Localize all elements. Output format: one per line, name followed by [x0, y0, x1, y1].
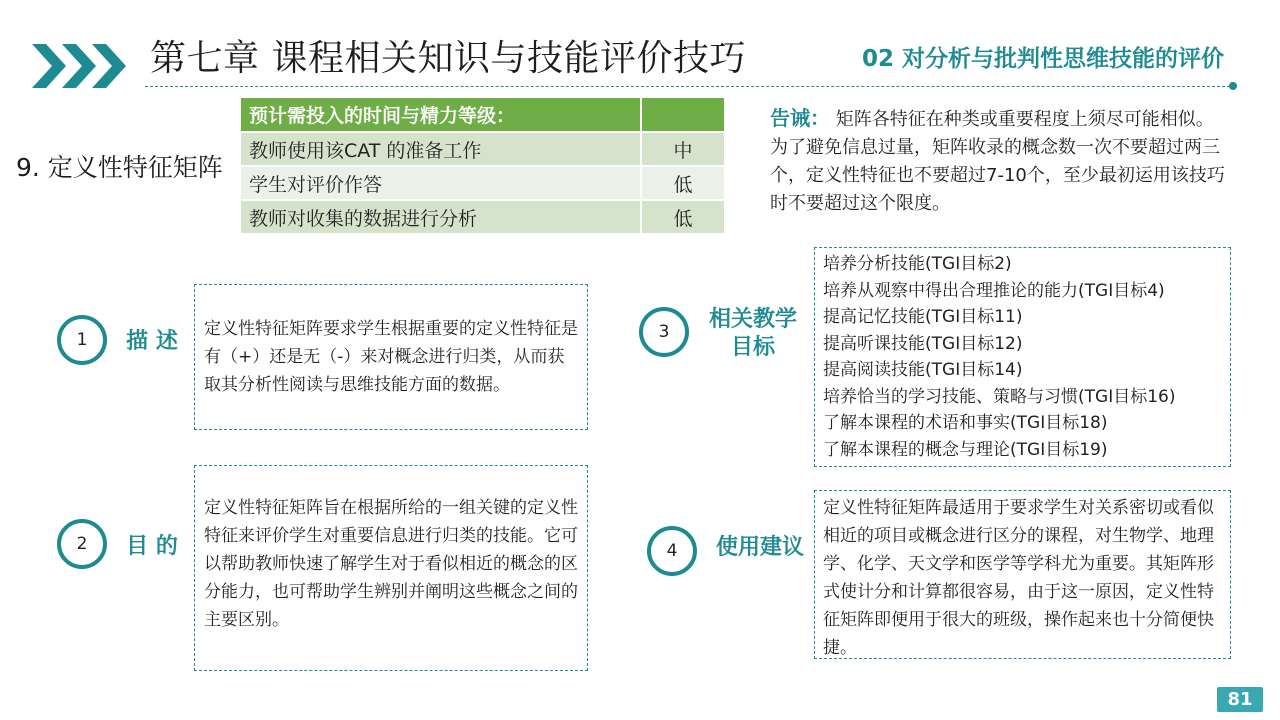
purpose-box: 定义性特征矩阵旨在根据所给的一组关键的定义性特征来评价学生对重要信息进行归类的技能。它可以帮助教师快速了解学生对于看似相近的概念的区分能力，也可帮助学生辨别并阐明这些概念之间的主要区别。: [194, 465, 588, 671]
suggestions-box: 定义性特征矩阵最适用于要求学生对关系密切或看似相近的项目或概念进行区分的课程，对生物学、地理学、化学、天文学和医学等学科尤为重要。其矩阵形式使计分和计算都很容易，由于这一原因，定义性特征矩阵即便用于很大的班级，操作起来也十分简便快捷。: [814, 490, 1231, 659]
section-heading-purpose: 目 的: [126, 534, 178, 559]
effort-table-header-row: [240, 97, 725, 132]
effort-table: [239, 96, 726, 235]
section-heading-goals: [698, 306, 808, 362]
section-number-2: 2: [57, 519, 107, 569]
list-item: 了解本课程的术语和事实(TGI目标18): [823, 413, 1108, 433]
list-item: 提高记忆技能(TGI目标11): [823, 307, 1023, 327]
list-item: 培养从观察中得出合理推论的能力(TGI目标4): [823, 280, 1165, 301]
table-row: [240, 132, 725, 166]
warning-note: [770, 104, 1225, 218]
warning-text: 矩阵各特征在种类或重要程度上须尽可能相似。为了避免信息过量，矩阵收录的概念数一次不要超过两三个，定义性特征也不要超过7-10个，至少最初运用该技巧时不要超过这个限度。: [770, 109, 1225, 214]
section-heading-description: 描 述: [126, 329, 178, 354]
header-divider-dot: [1229, 82, 1237, 90]
table-cell-level: 低: [641, 200, 725, 234]
section-number-3: 3: [639, 307, 689, 357]
chevron-arrows-icon: [32, 42, 128, 90]
effort-table-header: 预计需投入的时间与精力等级：: [240, 97, 641, 132]
goals-box: [814, 247, 1231, 467]
goals-heading-line1: 相关教学: [708, 307, 797, 332]
table-cell-level: 中: [641, 132, 725, 166]
table-cell-label: 教师对收集的数据进行分析: [240, 200, 641, 234]
effort-table-header-empty: [641, 97, 725, 132]
table-cell-label: 学生对评价作答: [240, 166, 641, 200]
warning-label: 告诫：: [770, 106, 830, 130]
page-subtitle: 02 对分析与批判性思维技能的评价: [861, 46, 1224, 72]
goals-heading-line2: 目标: [730, 335, 775, 360]
list-item: 提高阅读技能(TGI目标14): [823, 360, 1023, 380]
table-row: [240, 200, 725, 234]
section-number-4: 4: [647, 526, 697, 576]
table-cell-level: 低: [641, 166, 725, 200]
page-title: 第七章 课程相关知识与技能评价技巧: [150, 38, 746, 79]
page-number: 81: [1217, 687, 1263, 712]
description-box: 定义性特征矩阵要求学生根据重要的定义性特征是有（+）还是无（-）来对概念进行归类，从而获取其分析性阅读与思维技能方面的数据。: [194, 284, 588, 430]
table-cell-label: 教师使用该CAT 的准备工作: [240, 132, 641, 166]
section-heading-suggestions: 使用建议: [715, 535, 804, 560]
section-label: 9. 定义性特征矩阵: [16, 153, 223, 182]
list-item: 培养恰当的学习技能、策略与习惯(TGI目标16): [823, 386, 1176, 407]
table-row: [240, 166, 725, 200]
header-divider: [145, 86, 1235, 87]
list-item: 提高听课技能(TGI目标12): [823, 333, 1023, 354]
section-number-1: 1: [57, 315, 107, 365]
list-item: 培养分析技能(TGI目标2): [823, 254, 1012, 274]
list-item: 了解本课程的概念与理论(TGI目标19): [823, 439, 1108, 460]
